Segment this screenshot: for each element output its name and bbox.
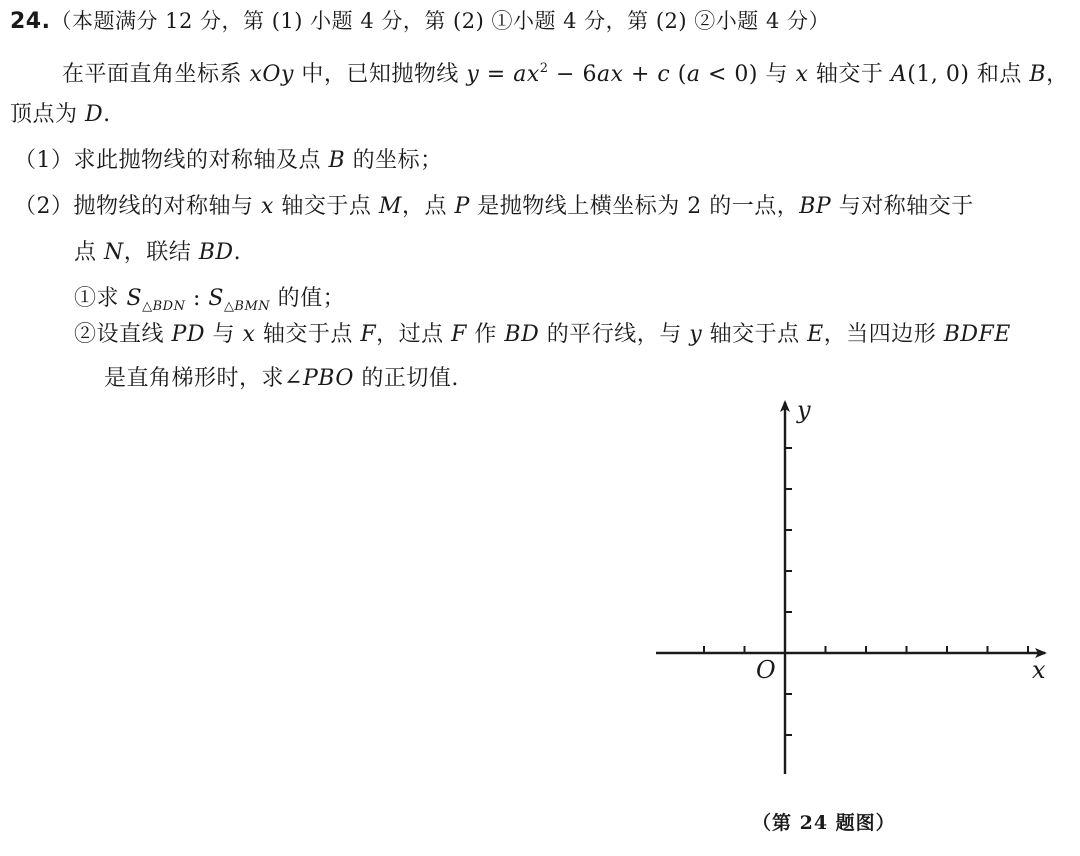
point-m: M [378,194,402,219]
sub-2-text: 轴交于点 [255,322,361,347]
scoring-note: （本题满分 12 分，第 (1) 小题 4 分，第 (2) ①小题 4 分，第 (2) ②小题 4 分） [50,9,830,33]
sub-2-text: 是直角梯形时，求 [104,366,285,391]
problem-header [10,6,830,37]
part-2-text: 是抛物线上横坐标为 2 的一点， [469,194,800,219]
part-1 [14,146,443,176]
sub-2-text: 与 [204,322,243,347]
stem-xoy: xOy [249,62,294,87]
sub-2-text: 的正切值. [353,366,459,391]
line-pd: PD [171,322,205,347]
y-axis-label: y [797,396,811,424]
sub-2-text: 轴交于点 [702,322,808,347]
point-a: A [890,62,908,87]
stem-text: 中，已知抛物线 [293,62,467,87]
area-s: S [208,286,224,311]
point-a-coord: (1, 0) [907,62,970,87]
var-x: x [261,194,274,219]
eq-equals: = [479,62,514,87]
part-2-text: 与对称轴交于 [831,194,974,219]
sub-1-label: ① [74,286,97,311]
stem-text: 轴交于 [808,62,891,87]
area-s: S [126,286,143,311]
figure-caption: （第 24 题图） [752,812,896,834]
eq-square: 2 [539,61,549,76]
problem-number: 24. [10,9,51,34]
point-n: N [104,240,124,265]
part-1-label: （1） [14,148,74,173]
part-2-text: . [233,240,242,265]
ratio-colon: : [185,286,209,311]
part-2-text: 抛物线的对称轴与 [73,194,261,219]
origin-label: O [756,656,776,684]
point-b: B [328,148,346,173]
part-1-text: 求此抛物线的对称轴及点 [73,148,329,173]
part-2-text: ，点 [401,194,455,219]
point-f: F [451,322,467,347]
sub-1-text: 的值； [270,286,346,311]
stem-x: x [795,62,809,87]
point-e: E [807,322,824,347]
point-b: B [1029,62,1047,87]
stem-text: 与 [757,62,796,87]
var-x: x [242,322,256,347]
segment-bd: BD [504,322,540,347]
cond-rest: < 0) [700,62,758,87]
cond-open: ( [670,62,687,87]
part-2-line-1 [14,192,974,222]
coordinate-plane-figure [640,390,1060,790]
x-axis-label: x [1032,656,1046,684]
stem-text: ， [1046,62,1069,87]
sub-2-text: 的平行线，与 [539,322,690,347]
sub-2-text: ，当四边形 [823,322,944,347]
stem-line-1 [62,54,1069,90]
part-2-text: 点 [74,240,104,265]
sub-2-text: 作 [466,322,505,347]
sub-2-label: ② [74,322,97,347]
part-2-text: 轴交于点 [273,194,379,219]
part-2-line-2 [74,238,241,268]
sub-question-1 [74,284,345,322]
axis-ticks [704,448,1028,735]
sub-question-2-line-2 [104,364,459,394]
stem-text: 顶点为 [10,102,85,127]
part-2-label: （2） [14,194,74,219]
eq-c: c [657,62,671,87]
stem-text: 和点 [969,62,1030,87]
eq-plus: + [623,62,658,87]
eq-y: y [466,62,480,87]
sub-2-text: ，过点 [376,322,452,347]
sub-2-text: 设直线 [96,322,172,347]
point-p: P [454,194,470,219]
sub-question-2-line-1 [74,320,1011,350]
var-y: y [689,322,703,347]
angle-pbo: ∠PBO [284,366,354,391]
part-1-text: 的坐标； [345,148,443,173]
sub-1-text: 求 [96,286,127,311]
area-sub-bmn: △BMN [223,299,271,314]
area-sub-bdn: △BDN [142,299,186,314]
quad-bdfe: BDFE [943,322,1011,347]
stem-text: 在平面直角坐标系 [62,62,250,87]
point-d: D [85,102,104,127]
part-2-text: ，联结 [123,240,199,265]
stem-line-2 [10,100,111,130]
segment-bp: BP [799,194,832,219]
point-f: F [360,322,377,347]
eq-ax: ax [596,62,624,87]
cond-a: a [686,62,701,87]
eq-ax: ax [513,62,540,87]
stem-text: . [103,102,111,127]
segment-bd: BD [198,240,234,265]
eq-minus-6: − 6 [548,62,597,87]
